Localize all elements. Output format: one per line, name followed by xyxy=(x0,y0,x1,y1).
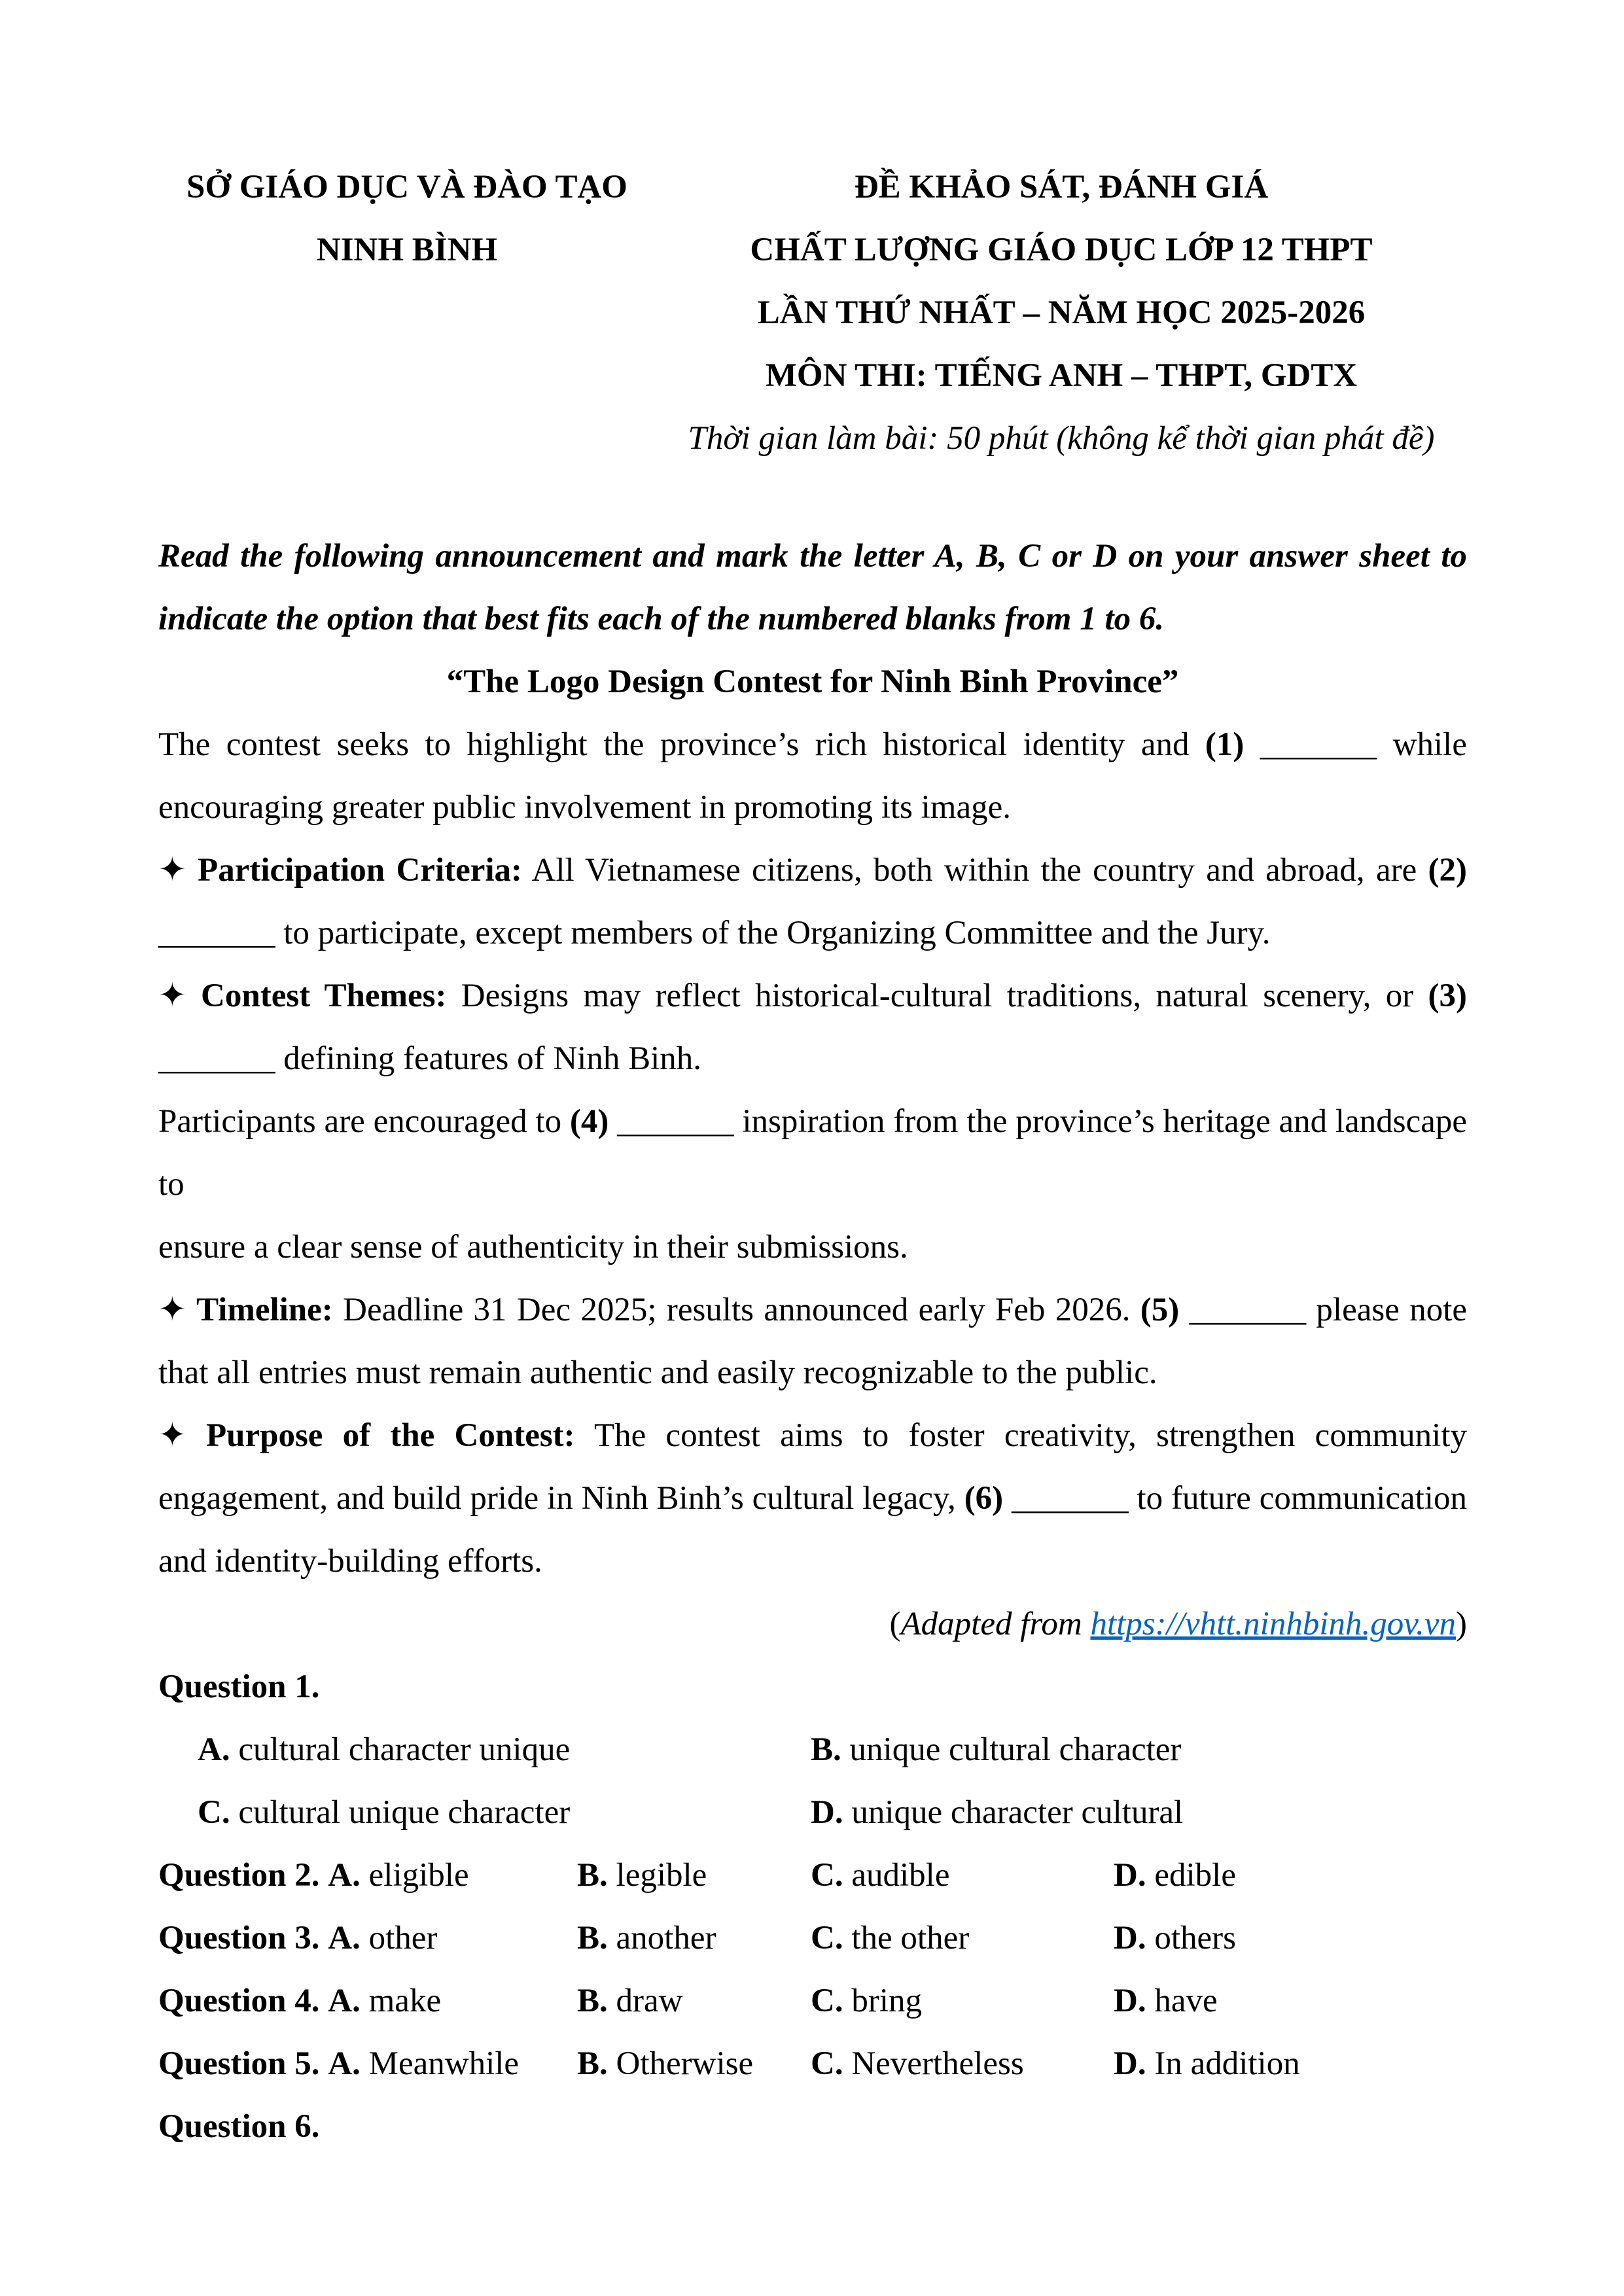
question-label: Question 4. xyxy=(158,1983,320,2019)
option-letter: C. xyxy=(198,1794,230,1831)
authority-name: SỞ GIÁO DỤC VÀ ĐÀO TẠO xyxy=(186,169,627,205)
question-label: Question 2. xyxy=(158,1857,320,1894)
question-4-option-d xyxy=(1114,1969,1467,2032)
question-1-options xyxy=(158,1718,1467,1844)
question-4-row xyxy=(158,1969,1467,2032)
option-text: Nevertheless xyxy=(843,2045,1024,2082)
issuing-authority-block xyxy=(158,156,656,281)
option-text: bring xyxy=(843,1983,922,2019)
bullet-contest-themes xyxy=(158,964,1467,1090)
text-segment: The contest seeks to highlight the province’s rich historical identity and xyxy=(158,726,1205,763)
text-segment: _______ please note that all entries must remain authentic and easily recognizable to the public. xyxy=(158,1292,1467,1391)
option-text: edible xyxy=(1146,1857,1236,1894)
option-letter: A. xyxy=(328,1920,361,1956)
option-text: another xyxy=(607,1920,716,1956)
text-segment: ) xyxy=(1456,1606,1467,1642)
question-2-option-c xyxy=(811,1844,1114,1907)
option-text: audible xyxy=(843,1857,950,1894)
question-3-row xyxy=(158,1907,1467,1969)
option-letter: D. xyxy=(1114,1920,1146,1956)
question-4-option-c xyxy=(811,1969,1114,2032)
text-segment: Deadline 31 Dec 2025; results announced early Feb 2026. xyxy=(332,1292,1140,1328)
bullet-timeline xyxy=(158,1279,1467,1404)
option-letter: B. xyxy=(577,1857,608,1894)
option-letter: B. xyxy=(577,1983,608,2019)
option-letter: C. xyxy=(811,1857,843,1894)
section-instruction: Read the following announcement and mark the letter A, B, C or D on your answer sheet to indicate the option that best fits each of the numbered blanks from 1 to 6. xyxy=(158,538,1467,637)
option-text: cultural character unique xyxy=(230,1731,571,1768)
option-letter: C. xyxy=(811,1920,843,1956)
text-segment: _______ to participate, except members of the Organizing Committee and the Jury. xyxy=(158,915,1271,951)
exam-title-block xyxy=(656,156,1467,470)
text-segment: _______ inspiration from the province’s heritage and landscape to xyxy=(158,1103,1467,1203)
question-1-label: Question 1. xyxy=(158,1669,320,1705)
authority-province: NINH BÌNH xyxy=(316,232,498,268)
question-2-stem xyxy=(158,1844,577,1907)
text-segment: (1) xyxy=(1205,726,1244,763)
text-segment: (3) xyxy=(1428,978,1467,1014)
question-5-stem xyxy=(158,2032,577,2095)
option-text: eligible xyxy=(360,1857,469,1894)
option-letter: D. xyxy=(1114,1857,1146,1894)
question-5-option-b xyxy=(577,2032,811,2095)
text-segment: Participation Criteria: xyxy=(198,852,523,889)
question-2-row xyxy=(158,1844,1467,1907)
option-text: make xyxy=(360,1983,442,2019)
option-text: the other xyxy=(843,1920,970,1956)
text-segment: ensure a clear sense of authenticity in their submissions. xyxy=(158,1229,908,1265)
question-label: Question 3. xyxy=(158,1920,320,1956)
text-segment: _______ defining features of Ninh Binh. xyxy=(158,1040,702,1077)
bullet-purpose xyxy=(158,1404,1467,1593)
passage-title: “The Logo Design Contest for Ninh Binh Province” xyxy=(446,663,1179,700)
option-text: Meanwhile xyxy=(360,2045,520,2082)
option-text: others xyxy=(1146,1920,1236,1956)
four-pointed-star-icon: ✦ xyxy=(158,1292,197,1328)
question-3-option-c xyxy=(811,1907,1114,1969)
text-segment: (6) xyxy=(964,1480,1004,1517)
option-text: legible xyxy=(607,1857,707,1894)
question-1-option-c xyxy=(198,1781,811,1844)
option-letter: A. xyxy=(198,1731,230,1768)
text-segment: All Vietnamese citizens, both within the country and abroad, are xyxy=(522,852,1428,889)
text-segment: Designs may reflect historical-cultural traditions, natural scenery, or xyxy=(446,978,1428,1014)
text-segment: Adapted from xyxy=(900,1606,1091,1642)
option-text: unique character cultural xyxy=(843,1794,1184,1831)
text-segment: ( xyxy=(889,1606,901,1642)
text-segment: (4) xyxy=(569,1103,609,1140)
text-segment: Timeline: xyxy=(196,1292,333,1328)
four-pointed-star-icon: ✦ xyxy=(158,852,198,889)
option-letter: B. xyxy=(577,2045,608,2082)
exam-title-line-2: CHẤT LƯỢNG GIÁO DỤC LỚP 12 THPT xyxy=(750,232,1373,268)
option-letter: A. xyxy=(328,2045,361,2082)
question-1-option-a xyxy=(198,1718,811,1781)
question-5-option-c xyxy=(811,2032,1114,2095)
questions-section xyxy=(158,1655,1467,2158)
option-text: have xyxy=(1146,1983,1218,2019)
option-letter: D. xyxy=(1114,2045,1146,2082)
question-1-option-d xyxy=(811,1781,1467,1844)
question-2-option-d xyxy=(1114,1844,1467,1907)
document-header xyxy=(158,156,1467,470)
option-letter: D. xyxy=(1114,1983,1146,2019)
question-5-option-d xyxy=(1114,2032,1467,2095)
question-4-stem xyxy=(158,1969,577,2032)
exam-title-line-1: ĐỀ KHẢO SÁT, ĐÁNH GIÁ xyxy=(854,169,1269,205)
text-segment: (2) xyxy=(1428,852,1467,889)
source-link[interactable]: https://vhtt.ninhbinh.gov.vn xyxy=(1090,1606,1456,1642)
question-4-option-b xyxy=(577,1969,811,2032)
option-letter: B. xyxy=(577,1920,608,1956)
question-3-option-b xyxy=(577,1907,811,1969)
option-text: Otherwise xyxy=(607,2045,754,2082)
exam-duration: Thời gian làm bài: 50 phút (không kể thời gian phát đề) xyxy=(688,420,1435,457)
option-text: other xyxy=(360,1920,438,1956)
text-segment: Contest Themes: xyxy=(201,978,447,1014)
option-letter: C. xyxy=(811,2045,843,2082)
text-segment: Participants are encouraged to xyxy=(158,1103,570,1140)
text-segment: (5) xyxy=(1140,1292,1180,1328)
text-segment: Purpose of the Contest: xyxy=(205,1417,575,1454)
question-3-option-d xyxy=(1114,1907,1467,1969)
passage-paragraph-participants xyxy=(158,1090,1467,1279)
option-letter: A. xyxy=(328,1983,361,2019)
text-segment: The contest aims to foster creativity, strengthen community engagement, and build pride in Ninh Binh’s cultural legacy, xyxy=(158,1417,1467,1517)
question-3-stem xyxy=(158,1907,577,1969)
exam-subject-line: MÔN THI: TIẾNG ANH – THPT, GDTX xyxy=(765,357,1358,394)
bullet-participation-criteria xyxy=(158,839,1467,964)
option-letter: A. xyxy=(328,1857,361,1894)
option-letter: C. xyxy=(811,1983,843,2019)
question-6-label: Question 6. xyxy=(158,2108,320,2145)
exam-body xyxy=(158,525,1467,2158)
text-segment: _______ while encouraging greater public involvement in promoting its image. xyxy=(158,726,1467,826)
source-attribution xyxy=(158,1593,1467,1655)
four-pointed-star-icon: ✦ xyxy=(158,1417,206,1454)
question-label: Question 5. xyxy=(158,2045,320,2082)
option-letter: D. xyxy=(811,1794,843,1831)
option-text: In addition xyxy=(1146,2045,1300,2082)
four-pointed-star-icon: ✦ xyxy=(158,978,202,1014)
option-text: unique cultural character xyxy=(841,1731,1182,1768)
question-5-row xyxy=(158,2032,1467,2095)
exam-title-line-3: LẦN THỨ NHẤT – NĂM HỌC 2025-2026 xyxy=(757,294,1366,331)
question-2-option-b xyxy=(577,1844,811,1907)
option-text: draw xyxy=(607,1983,683,2019)
passage-paragraph-intro xyxy=(158,713,1467,839)
question-1-option-b xyxy=(811,1718,1467,1781)
option-text: cultural unique character xyxy=(230,1794,571,1831)
option-letter: B. xyxy=(811,1731,841,1768)
text-segment: _______ to future communication and identity-building efforts. xyxy=(158,1480,1467,1580)
